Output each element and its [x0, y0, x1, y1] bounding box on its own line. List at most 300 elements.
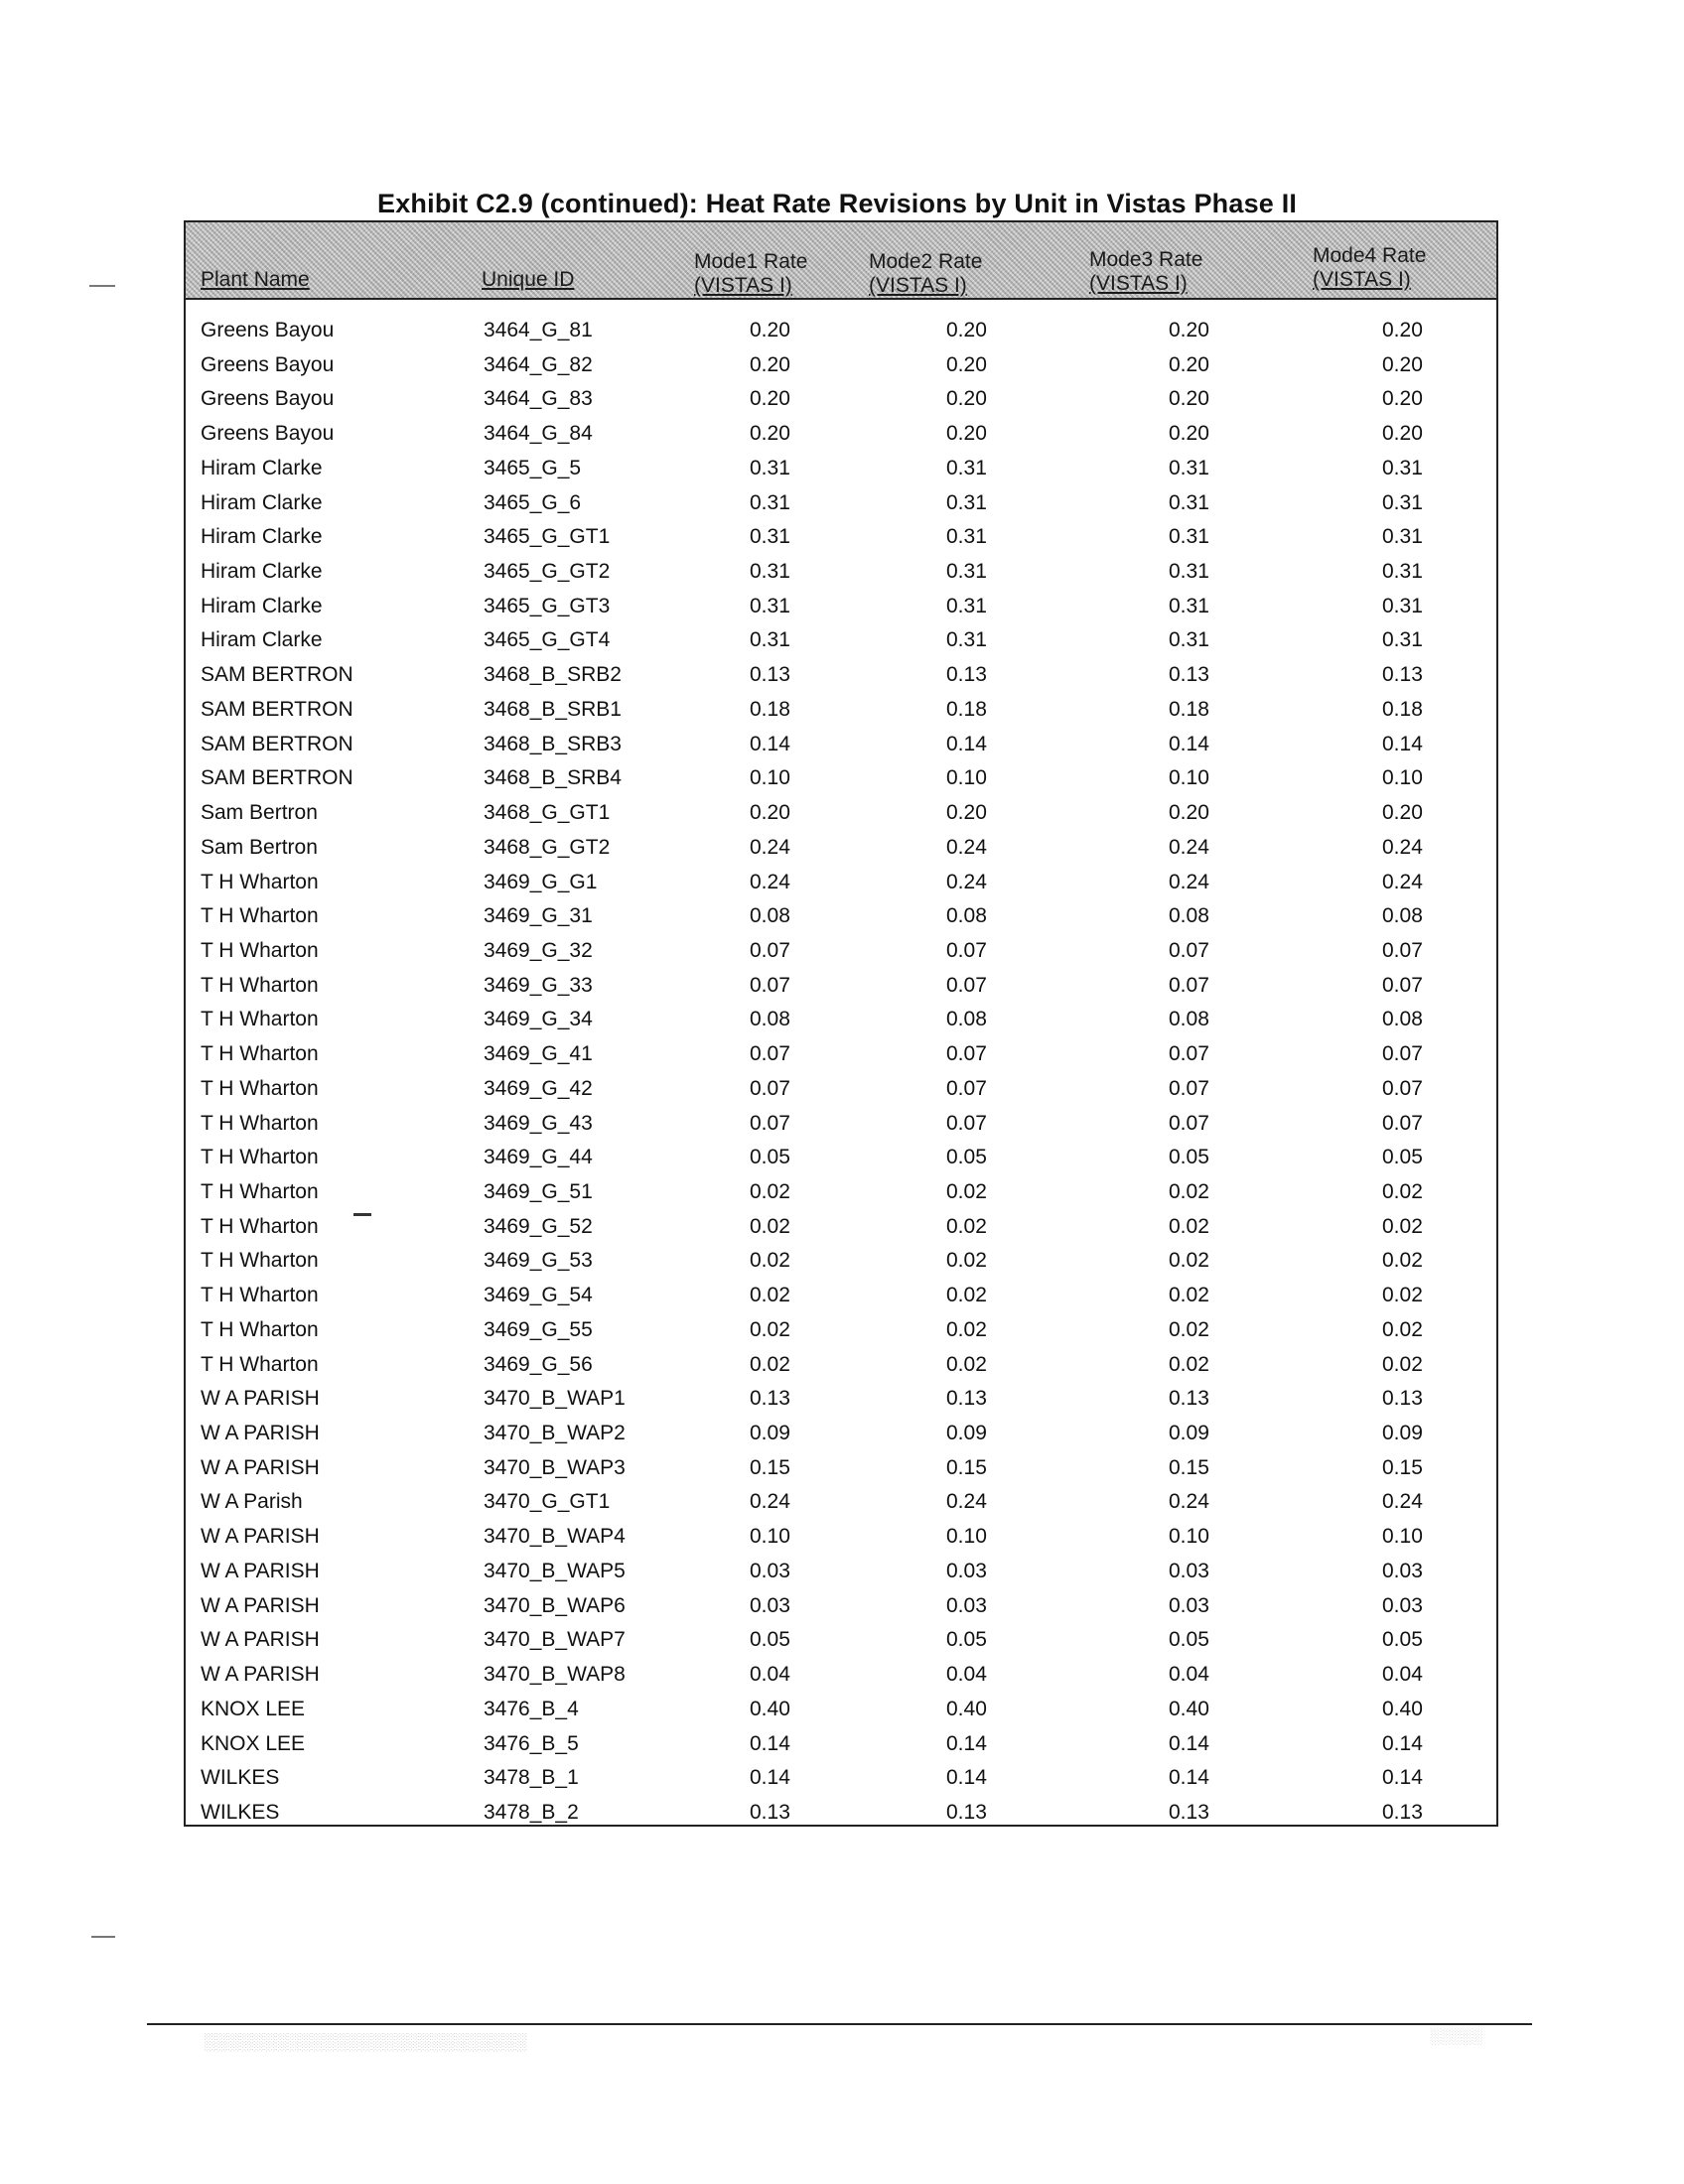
table-row: [186, 1244, 1496, 1279]
mode1-rate-cell: 0.20: [750, 319, 790, 341]
table-row: [186, 1693, 1496, 1727]
table-row: [186, 1727, 1496, 1762]
mode1-rate-cell: 0.02: [750, 1352, 790, 1376]
mode3-rate-cell: 0.40: [1169, 1697, 1209, 1720]
mode1-rate-cell: 0.20: [750, 352, 790, 376]
unique-id-cell: 3465_G_GT2: [484, 560, 611, 584]
mode3-rate-cell: 0.05: [1169, 1628, 1209, 1652]
mode2-rate-cell: 0.07: [946, 1111, 987, 1135]
mode4-rate-cell: 0.20: [1382, 319, 1423, 341]
scan-mark: [353, 1213, 371, 1216]
header-mode2-line2: (VISTAS I): [869, 274, 967, 297]
unique-id-cell: 3465_G_GT3: [484, 594, 611, 617]
mode3-rate-cell: 0.18: [1169, 697, 1209, 721]
table-row: [186, 1003, 1496, 1037]
plant-name-cell: T H Wharton: [201, 1042, 319, 1066]
unique-id-cell: 3478_B_1: [484, 1766, 579, 1790]
mode3-rate-cell: 0.20: [1169, 387, 1209, 411]
table-row: [186, 1175, 1496, 1210]
unique-id-cell: 3468_G_GT1: [484, 801, 611, 825]
table-row: [186, 866, 1496, 900]
plant-name-cell: SAM BERTRON: [201, 766, 353, 790]
mode2-rate-cell: 0.04: [946, 1663, 987, 1687]
mode2-rate-cell: 0.40: [946, 1697, 987, 1720]
mode1-rate-cell: 0.31: [750, 628, 790, 652]
plant-name-cell: WILKES: [201, 1800, 280, 1824]
mode4-rate-cell: 0.02: [1382, 1284, 1423, 1307]
mode1-rate-cell: 0.31: [750, 456, 790, 479]
mode2-rate-cell: 0.10: [946, 1525, 987, 1549]
mode2-rate-cell: 0.24: [946, 1490, 987, 1514]
mode4-rate-cell: 0.10: [1382, 766, 1423, 790]
mode1-rate-cell: 0.05: [750, 1146, 790, 1169]
mode1-rate-cell: 0.07: [750, 1076, 790, 1100]
mode1-rate-cell: 0.20: [750, 422, 790, 446]
mode1-rate-cell: 0.13: [750, 1387, 790, 1411]
mode4-rate-cell: 0.15: [1382, 1455, 1423, 1479]
plant-name-cell: W A PARISH: [201, 1455, 320, 1479]
mode4-rate-cell: 0.20: [1382, 352, 1423, 376]
unique-id-cell: 3469_G_52: [484, 1214, 593, 1238]
scan-mark: [89, 285, 115, 287]
unique-id-cell: 3469_G_56: [484, 1352, 593, 1376]
mode3-rate-cell: 0.13: [1169, 663, 1209, 687]
mode4-rate-cell: 0.13: [1382, 663, 1423, 687]
table-row: [186, 555, 1496, 590]
scan-mark: [91, 1936, 115, 1938]
mode4-rate-cell: 0.07: [1382, 1076, 1423, 1100]
mode1-rate-cell: 0.05: [750, 1628, 790, 1652]
unique-id-cell: 3470_B_WAP5: [484, 1559, 626, 1582]
mode4-rate-cell: 0.31: [1382, 594, 1423, 617]
mode4-rate-cell: 0.20: [1382, 422, 1423, 446]
plant-name-cell: W A PARISH: [201, 1559, 320, 1582]
mode2-rate-cell: 0.20: [946, 352, 987, 376]
mode2-rate-cell: 0.02: [946, 1214, 987, 1238]
unique-id-cell: 3469_G_42: [484, 1076, 593, 1100]
mode3-rate-cell: 0.07: [1169, 973, 1209, 997]
header-mode1-rate: [694, 250, 807, 298]
plant-name-cell: W A PARISH: [201, 1628, 320, 1652]
mode4-rate-cell: 0.20: [1382, 801, 1423, 825]
footer-page-number: ░░░░░: [1430, 2028, 1483, 2045]
mode4-rate-cell: 0.03: [1382, 1559, 1423, 1582]
mode2-rate-cell: 0.20: [946, 319, 987, 341]
mode2-rate-cell: 0.05: [946, 1628, 987, 1652]
unique-id-cell: 3469_G_55: [484, 1317, 593, 1341]
mode3-rate-cell: 0.02: [1169, 1249, 1209, 1273]
mode4-rate-cell: 0.08: [1382, 1008, 1423, 1031]
mode2-rate-cell: 0.02: [946, 1180, 987, 1203]
unique-id-cell: 3464_G_83: [484, 387, 593, 411]
mode2-rate-cell: 0.07: [946, 1042, 987, 1066]
plant-name-cell: W A PARISH: [201, 1422, 320, 1445]
plant-name-cell: SAM BERTRON: [201, 663, 353, 687]
mode4-rate-cell: 0.02: [1382, 1249, 1423, 1273]
mode4-rate-cell: 0.31: [1382, 456, 1423, 479]
mode2-rate-cell: 0.13: [946, 1800, 987, 1824]
unique-id-cell: 3464_G_82: [484, 352, 593, 376]
mode2-rate-cell: 0.31: [946, 560, 987, 584]
mode1-rate-cell: 0.02: [750, 1317, 790, 1341]
table-row: [186, 1348, 1496, 1383]
mode3-rate-cell: 0.31: [1169, 456, 1209, 479]
table-row: [186, 761, 1496, 796]
table-row: [186, 658, 1496, 693]
plant-name-cell: SAM BERTRON: [201, 697, 353, 721]
table-row: [186, 1279, 1496, 1313]
mode2-rate-cell: 0.31: [946, 525, 987, 549]
mode1-rate-cell: 0.24: [750, 1490, 790, 1514]
mode4-rate-cell: 0.07: [1382, 1111, 1423, 1135]
mode2-rate-cell: 0.10: [946, 766, 987, 790]
mode3-rate-cell: 0.07: [1169, 938, 1209, 962]
mode2-rate-cell: 0.05: [946, 1146, 987, 1169]
unique-id-cell: 3465_G_GT1: [484, 525, 611, 549]
mode2-rate-cell: 0.02: [946, 1284, 987, 1307]
mode4-rate-cell: 0.03: [1382, 1593, 1423, 1617]
mode3-rate-cell: 0.31: [1169, 628, 1209, 652]
mode3-rate-cell: 0.31: [1169, 560, 1209, 584]
footer-rule: [147, 2023, 1532, 2025]
table-header: [186, 222, 1496, 300]
mode2-rate-cell: 0.20: [946, 801, 987, 825]
mode4-rate-cell: 0.07: [1382, 1042, 1423, 1066]
mode3-rate-cell: 0.31: [1169, 525, 1209, 549]
header-mode4-line1: Mode4 Rate: [1313, 244, 1427, 267]
mode3-rate-cell: 0.10: [1169, 766, 1209, 790]
mode1-rate-cell: 0.31: [750, 560, 790, 584]
plant-name-cell: T H Wharton: [201, 1008, 319, 1031]
mode3-rate-cell: 0.24: [1169, 835, 1209, 859]
plant-name-cell: W A PARISH: [201, 1593, 320, 1617]
mode1-rate-cell: 0.31: [750, 525, 790, 549]
mode2-rate-cell: 0.14: [946, 1731, 987, 1755]
mode3-rate-cell: 0.07: [1169, 1111, 1209, 1135]
mode3-rate-cell: 0.02: [1169, 1180, 1209, 1203]
unique-id-cell: 3469_G_33: [484, 973, 593, 997]
mode2-rate-cell: 0.07: [946, 973, 987, 997]
unique-id-cell: 3469_G_43: [484, 1111, 593, 1135]
unique-id-cell: 3464_G_84: [484, 422, 593, 446]
unique-id-cell: 3470_B_WAP7: [484, 1628, 626, 1652]
mode3-rate-cell: 0.14: [1169, 1766, 1209, 1790]
unique-id-cell: 3469_G_51: [484, 1180, 593, 1203]
table-row: [186, 1210, 1496, 1245]
mode2-rate-cell: 0.02: [946, 1249, 987, 1273]
mode1-rate-cell: 0.18: [750, 697, 790, 721]
mode4-rate-cell: 0.13: [1382, 1387, 1423, 1411]
unique-id-cell: 3469_G_44: [484, 1146, 593, 1169]
mode3-rate-cell: 0.03: [1169, 1593, 1209, 1617]
mode1-rate-cell: 0.14: [750, 1766, 790, 1790]
plant-name-cell: T H Wharton: [201, 1180, 319, 1203]
mode2-rate-cell: 0.15: [946, 1455, 987, 1479]
mode2-rate-cell: 0.09: [946, 1422, 987, 1445]
mode2-rate-cell: 0.08: [946, 1008, 987, 1031]
plant-name-cell: KNOX LEE: [201, 1697, 306, 1720]
mode4-rate-cell: 0.02: [1382, 1352, 1423, 1376]
table-row: [186, 1451, 1496, 1486]
unique-id-cell: 3470_B_WAP8: [484, 1663, 626, 1687]
mode1-rate-cell: 0.03: [750, 1593, 790, 1617]
table-row: [186, 1037, 1496, 1072]
plant-name-cell: Greens Bayou: [201, 352, 335, 376]
plant-name-cell: Hiram Clarke: [201, 594, 323, 617]
mode4-rate-cell: 0.24: [1382, 835, 1423, 859]
header-mode1-line1: Mode1 Rate: [694, 250, 808, 273]
mode3-rate-cell: 0.08: [1169, 1008, 1209, 1031]
mode2-rate-cell: 0.24: [946, 835, 987, 859]
footer-file-path: ░░░░░░░░░░░░░░░░░░░░░░░░░░░: [204, 2032, 527, 2051]
mode1-rate-cell: 0.07: [750, 973, 790, 997]
plant-name-cell: W A PARISH: [201, 1387, 320, 1411]
table-row: [186, 796, 1496, 831]
mode1-rate-cell: 0.03: [750, 1559, 790, 1582]
table-row: [186, 693, 1496, 728]
mode3-rate-cell: 0.04: [1169, 1663, 1209, 1687]
mode2-rate-cell: 0.08: [946, 904, 987, 928]
plant-name-cell: T H Wharton: [201, 1076, 319, 1100]
mode4-rate-cell: 0.18: [1382, 697, 1423, 721]
plant-name-cell: Hiram Clarke: [201, 456, 323, 479]
table-row: [186, 899, 1496, 934]
plant-name-cell: Sam Bertron: [201, 835, 318, 859]
table-row: [186, 1107, 1496, 1142]
mode1-rate-cell: 0.02: [750, 1284, 790, 1307]
table-row: [186, 1555, 1496, 1589]
plant-name-cell: Hiram Clarke: [201, 628, 323, 652]
unique-id-cell: 3470_B_WAP3: [484, 1455, 626, 1479]
mode2-rate-cell: 0.02: [946, 1317, 987, 1341]
mode1-rate-cell: 0.08: [750, 1008, 790, 1031]
mode4-rate-cell: 0.07: [1382, 938, 1423, 962]
plant-name-cell: T H Wharton: [201, 973, 319, 997]
plant-name-cell: Greens Bayou: [201, 422, 335, 446]
mode1-rate-cell: 0.15: [750, 1455, 790, 1479]
mode3-rate-cell: 0.09: [1169, 1422, 1209, 1445]
unique-id-cell: 3468_B_SRB3: [484, 732, 622, 755]
plant-name-cell: T H Wharton: [201, 870, 319, 893]
mode3-rate-cell: 0.31: [1169, 594, 1209, 617]
mode2-rate-cell: 0.07: [946, 1076, 987, 1100]
table-row: [186, 1382, 1496, 1417]
mode3-rate-cell: 0.31: [1169, 490, 1209, 514]
unique-id-cell: 3469_G_53: [484, 1249, 593, 1273]
header-unique-id: Unique ID: [482, 268, 575, 291]
table-row: [186, 969, 1496, 1004]
mode1-rate-cell: 0.07: [750, 938, 790, 962]
mode3-rate-cell: 0.13: [1169, 1387, 1209, 1411]
header-mode1-line2: (VISTAS I): [694, 274, 792, 297]
mode3-rate-cell: 0.02: [1169, 1214, 1209, 1238]
table-row: [186, 452, 1496, 486]
mode3-rate-cell: 0.24: [1169, 870, 1209, 893]
mode4-rate-cell: 0.40: [1382, 1697, 1423, 1720]
unique-id-cell: 3470_B_WAP4: [484, 1525, 626, 1549]
plant-name-cell: T H Wharton: [201, 938, 319, 962]
mode3-rate-cell: 0.14: [1169, 1731, 1209, 1755]
plant-name-cell: SAM BERTRON: [201, 732, 353, 755]
unique-id-cell: 3478_B_2: [484, 1800, 579, 1824]
mode4-rate-cell: 0.09: [1382, 1422, 1423, 1445]
mode4-rate-cell: 0.10: [1382, 1525, 1423, 1549]
mode4-rate-cell: 0.08: [1382, 904, 1423, 928]
plant-name-cell: KNOX LEE: [201, 1731, 306, 1755]
table-row: [186, 831, 1496, 866]
mode4-rate-cell: 0.02: [1382, 1180, 1423, 1203]
mode3-rate-cell: 0.07: [1169, 1076, 1209, 1100]
mode4-rate-cell: 0.24: [1382, 1490, 1423, 1514]
mode3-rate-cell: 0.05: [1169, 1146, 1209, 1169]
mode4-rate-cell: 0.31: [1382, 490, 1423, 514]
mode4-rate-cell: 0.05: [1382, 1146, 1423, 1169]
unique-id-cell: 3476_B_5: [484, 1731, 579, 1755]
header-mode3-line2: (VISTAS I): [1089, 272, 1188, 295]
heat-rate-table: [184, 220, 1498, 1827]
header-mode4-line2: (VISTAS I): [1313, 268, 1411, 291]
table-row: [186, 1658, 1496, 1693]
unique-id-cell: 3464_G_81: [484, 319, 593, 341]
mode3-rate-cell: 0.02: [1169, 1284, 1209, 1307]
mode2-rate-cell: 0.24: [946, 870, 987, 893]
mode1-rate-cell: 0.13: [750, 1800, 790, 1824]
plant-name-cell: T H Wharton: [201, 1146, 319, 1169]
table-row: [186, 1589, 1496, 1624]
mode1-rate-cell: 0.10: [750, 766, 790, 790]
mode1-rate-cell: 0.14: [750, 732, 790, 755]
plant-name-cell: T H Wharton: [201, 1111, 319, 1135]
header-mode3-line1: Mode3 Rate: [1089, 248, 1203, 271]
mode4-rate-cell: 0.05: [1382, 1628, 1423, 1652]
mode1-rate-cell: 0.02: [750, 1214, 790, 1238]
mode1-rate-cell: 0.10: [750, 1525, 790, 1549]
table-row: [186, 417, 1496, 452]
mode3-rate-cell: 0.07: [1169, 1042, 1209, 1066]
mode2-rate-cell: 0.18: [946, 697, 987, 721]
table-row: [186, 1072, 1496, 1107]
table-row: [186, 1417, 1496, 1451]
plant-name-cell: W A PARISH: [201, 1663, 320, 1687]
plant-name-cell: Sam Bertron: [201, 801, 318, 825]
mode4-rate-cell: 0.14: [1382, 1766, 1423, 1790]
plant-name-cell: T H Wharton: [201, 1284, 319, 1307]
mode1-rate-cell: 0.07: [750, 1042, 790, 1066]
mode4-rate-cell: 0.20: [1382, 387, 1423, 411]
mode2-rate-cell: 0.31: [946, 594, 987, 617]
table-row: [186, 382, 1496, 417]
plant-name-cell: T H Wharton: [201, 1249, 319, 1273]
mode3-rate-cell: 0.24: [1169, 1490, 1209, 1514]
mode4-rate-cell: 0.02: [1382, 1317, 1423, 1341]
table-row: [186, 348, 1496, 383]
mode4-rate-cell: 0.02: [1382, 1214, 1423, 1238]
mode4-rate-cell: 0.14: [1382, 1731, 1423, 1755]
table-row: [186, 1796, 1496, 1831]
mode1-rate-cell: 0.02: [750, 1249, 790, 1273]
mode1-rate-cell: 0.31: [750, 594, 790, 617]
mode4-rate-cell: 0.31: [1382, 525, 1423, 549]
unique-id-cell: 3469_G_41: [484, 1042, 593, 1066]
header-mode2-line1: Mode2 Rate: [869, 250, 983, 273]
unique-id-cell: 3465_G_GT4: [484, 628, 611, 652]
mode2-rate-cell: 0.03: [946, 1593, 987, 1617]
mode2-rate-cell: 0.03: [946, 1559, 987, 1582]
table-row: [186, 486, 1496, 521]
plant-name-cell: WILKES: [201, 1766, 280, 1790]
mode2-rate-cell: 0.20: [946, 422, 987, 446]
header-plant-name: Plant Name: [201, 268, 310, 291]
header-mode3-rate: [1089, 248, 1202, 296]
mode3-rate-cell: 0.08: [1169, 904, 1209, 928]
table-row: [186, 1761, 1496, 1796]
mode3-rate-cell: 0.14: [1169, 732, 1209, 755]
mode3-rate-cell: 0.13: [1169, 1800, 1209, 1824]
mode2-rate-cell: 0.31: [946, 628, 987, 652]
plant-name-cell: T H Wharton: [201, 904, 319, 928]
table-row: [186, 728, 1496, 762]
mode2-rate-cell: 0.14: [946, 732, 987, 755]
plant-name-cell: Hiram Clarke: [201, 490, 323, 514]
plant-name-cell: Hiram Clarke: [201, 560, 323, 584]
mode4-rate-cell: 0.04: [1382, 1663, 1423, 1687]
unique-id-cell: 3470_B_WAP2: [484, 1422, 626, 1445]
mode1-rate-cell: 0.40: [750, 1697, 790, 1720]
mode3-rate-cell: 0.02: [1169, 1317, 1209, 1341]
mode3-rate-cell: 0.15: [1169, 1455, 1209, 1479]
table-row: [186, 934, 1496, 969]
table-row: [186, 1141, 1496, 1175]
unique-id-cell: 3465_G_5: [484, 456, 582, 479]
mode4-rate-cell: 0.13: [1382, 1800, 1423, 1824]
mode1-rate-cell: 0.08: [750, 904, 790, 928]
table-row: [186, 520, 1496, 555]
mode3-rate-cell: 0.20: [1169, 319, 1209, 341]
mode1-rate-cell: 0.02: [750, 1180, 790, 1203]
unique-id-cell: 3468_G_GT2: [484, 835, 611, 859]
mode3-rate-cell: 0.20: [1169, 422, 1209, 446]
mode2-rate-cell: 0.13: [946, 1387, 987, 1411]
plant-name-cell: W A Parish: [201, 1490, 303, 1514]
unique-id-cell: 3469_G_31: [484, 904, 593, 928]
mode4-rate-cell: 0.24: [1382, 870, 1423, 893]
mode2-rate-cell: 0.14: [946, 1766, 987, 1790]
unique-id-cell: 3469_G_32: [484, 938, 593, 962]
unique-id-cell: 3465_G_6: [484, 490, 582, 514]
mode4-rate-cell: 0.14: [1382, 732, 1423, 755]
mode1-rate-cell: 0.24: [750, 835, 790, 859]
unique-id-cell: 3476_B_4: [484, 1697, 579, 1720]
mode4-rate-cell: 0.07: [1382, 973, 1423, 997]
mode3-rate-cell: 0.03: [1169, 1559, 1209, 1582]
unique-id-cell: 3469_G_G1: [484, 870, 598, 893]
mode2-rate-cell: 0.31: [946, 490, 987, 514]
mode1-rate-cell: 0.20: [750, 387, 790, 411]
plant-name-cell: T H Wharton: [201, 1214, 319, 1238]
plant-name-cell: W A PARISH: [201, 1525, 320, 1549]
table-row: [186, 1313, 1496, 1348]
plant-name-cell: Greens Bayou: [201, 387, 335, 411]
table-row: [186, 590, 1496, 624]
unique-id-cell: 3469_G_54: [484, 1284, 593, 1307]
plant-name-cell: Hiram Clarke: [201, 525, 323, 549]
mode4-rate-cell: 0.31: [1382, 628, 1423, 652]
mode2-rate-cell: 0.31: [946, 456, 987, 479]
header-mode2-rate: [869, 250, 982, 298]
mode1-rate-cell: 0.20: [750, 801, 790, 825]
table-row: [186, 1520, 1496, 1555]
unique-id-cell: 3468_B_SRB1: [484, 697, 622, 721]
